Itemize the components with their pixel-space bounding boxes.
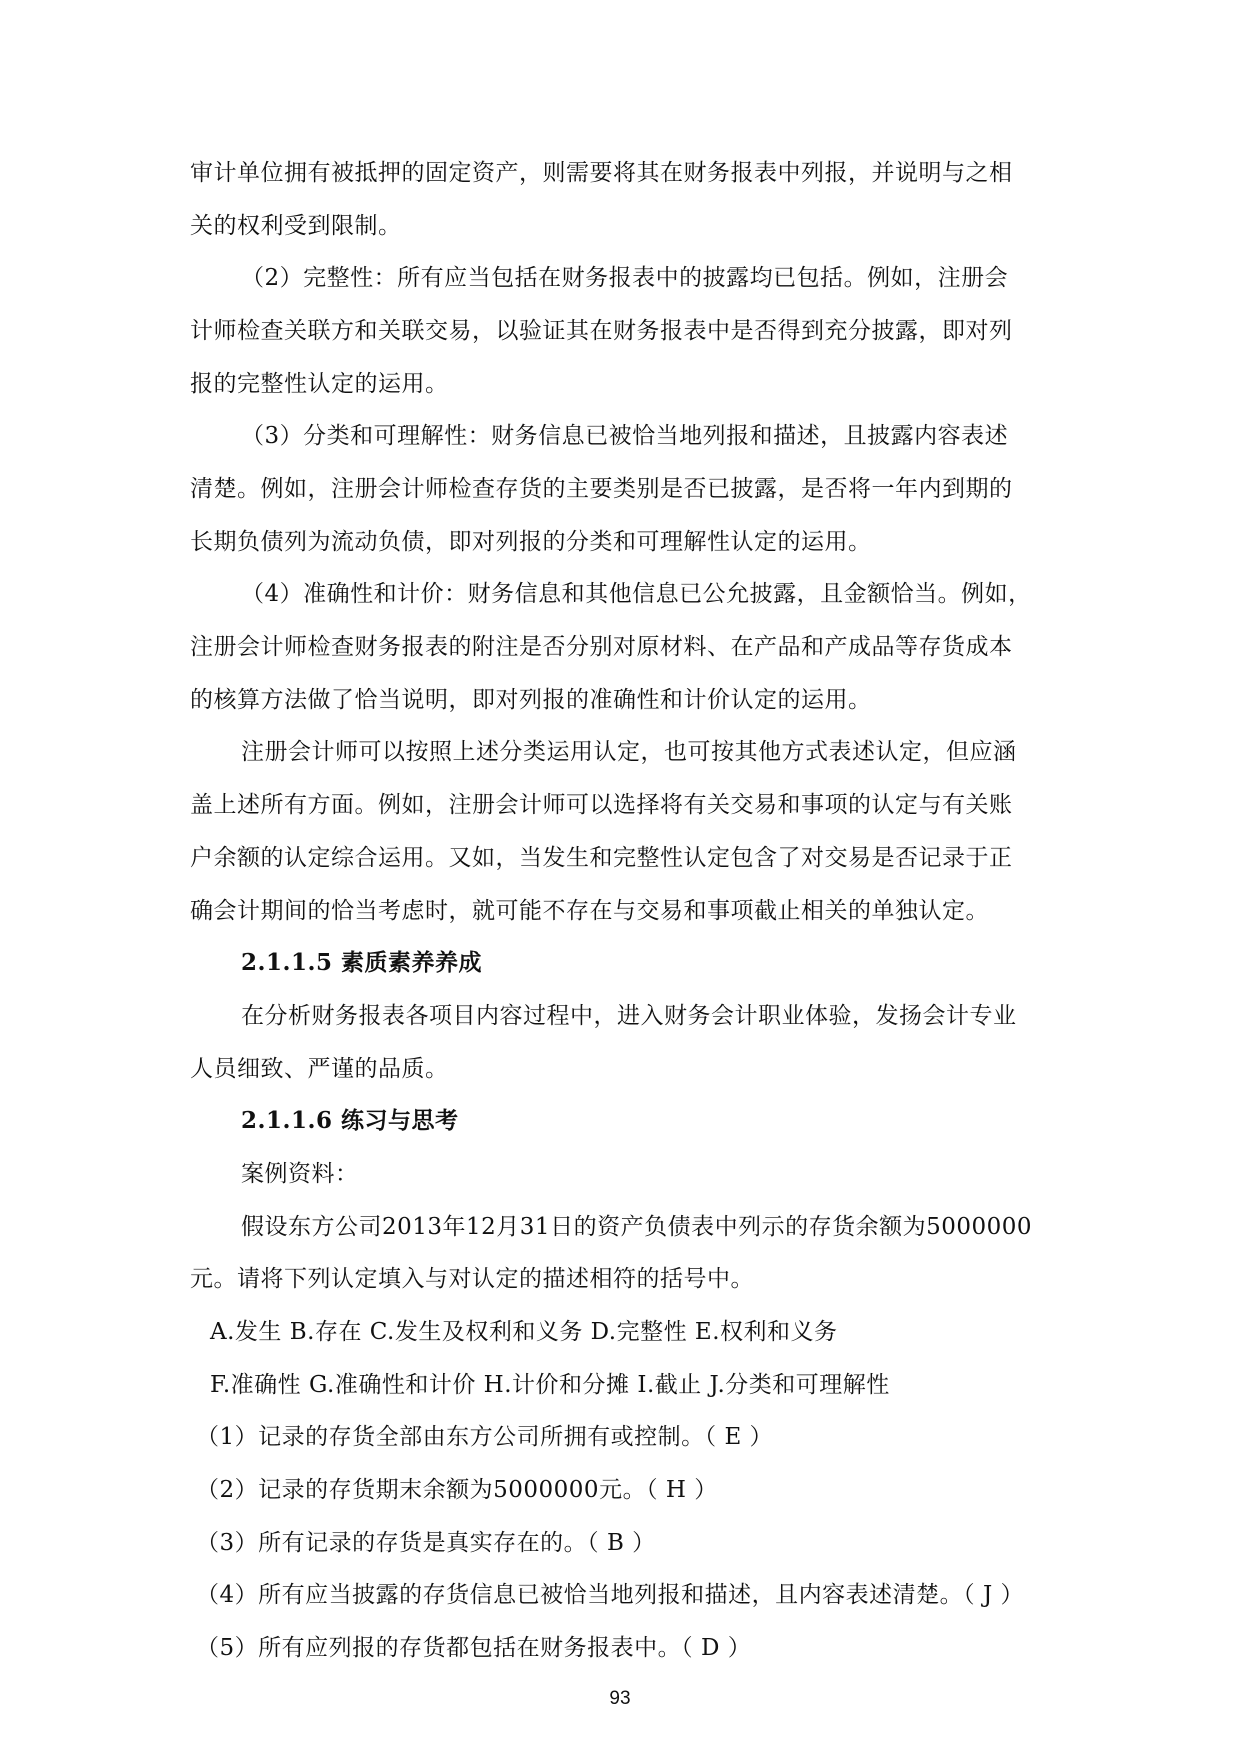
section-heading-2-1-1-5: 2.1.1.5 素质素养养成: [241, 949, 483, 976]
text-line-8: 长期负债列为流动负债，即对列报的分类和可理解性认定的运用。: [190, 529, 872, 555]
question-2: （2）记录的存货期末余额为5000000元。（ H ）: [196, 1477, 718, 1503]
options-line-2: F.准确性 G.准确性和计价 H.计价和分摊 I.截止 J.分类和可理解性: [210, 1372, 890, 1398]
text-line-6: （3）分类和可理解性：财务信息已被恰当地列报和描述，且披露内容表述: [241, 423, 1009, 449]
text-line-11: 的核算方法做了恰当说明，即对列报的准确性和计价认定的运用。: [190, 687, 872, 713]
text-line-13: 盖上述所有方面。例如，注册会计师可以选择将有关交易和事项的认定与有关账: [190, 792, 1013, 818]
text-line-17: 在分析财务报表各项目内容过程中，进入财务会计职业体验，发扬会计专业: [241, 1003, 1017, 1029]
question-5: （5）所有应列报的存货都包括在财务报表中。（ D ）: [196, 1635, 752, 1661]
text-line-15: 确会计期间的恰当考虑时，就可能不存在与交易和事项截止相关的单独认定。: [190, 898, 989, 924]
question-1: （1）记录的存货全部由东方公司所拥有或控制。（ E ）: [196, 1424, 774, 1450]
text-line-21: 假设东方公司2013年12月31日的资产负债表中列示的存货余额为5000000: [241, 1214, 1032, 1240]
text-line-1: 审计单位拥有被抵押的固定资产，则需要将其在财务报表中列报，并说明与之相: [190, 160, 1013, 186]
options-line-1: A.发生 B.存在 C.发生及权利和义务 D.完整性 E.权利和义务: [210, 1319, 838, 1345]
text-line-22: 元。请将下列认定填入与对认定的描述相符的括号中。: [190, 1266, 754, 1292]
text-line-9: （4）准确性和计价：财务信息和其他信息已公允披露，且金额恰当。例如，: [241, 581, 1032, 607]
text-line-5: 报的完整性认定的运用。: [190, 371, 449, 397]
text-line-10: 注册会计师检查财务报表的附注是否分别对原材料、在产品和产成品等存货成本: [190, 634, 1013, 660]
text-line-7: 清楚。例如，注册会计师检查存货的主要类别是否已披露，是否将一年内到期的: [190, 476, 1013, 502]
text-line-20: 案例资料：: [241, 1161, 359, 1187]
text-line-12: 注册会计师可以按照上述分类运用认定，也可按其他方式表述认定，但应涵: [241, 739, 1017, 765]
text-line-3: （2）完整性：所有应当包括在财务报表中的披露均已包括。例如，注册会: [241, 265, 1009, 291]
text-line-14: 户余额的认定综合运用。又如，当发生和完整性认定包含了对交易是否记录于正: [190, 845, 1013, 871]
section-heading-2-1-1-6: 2.1.1.6 练习与思考: [241, 1107, 459, 1134]
text-line-4: 计师检查关联方和关联交易，以验证其在财务报表中是否得到充分披露，即对列: [190, 318, 1013, 344]
question-4: （4）所有应当披露的存货信息已被恰当地列报和描述，且内容表述清楚。（ J ）: [196, 1582, 1024, 1608]
text-line-18: 人员细致、严谨的品质。: [190, 1056, 449, 1082]
page-number: 93: [609, 1688, 631, 1709]
text-line-2: 关的权利受到限制。: [190, 213, 402, 239]
question-3: （3）所有记录的存货是真实存在的。（ B ）: [196, 1530, 656, 1556]
